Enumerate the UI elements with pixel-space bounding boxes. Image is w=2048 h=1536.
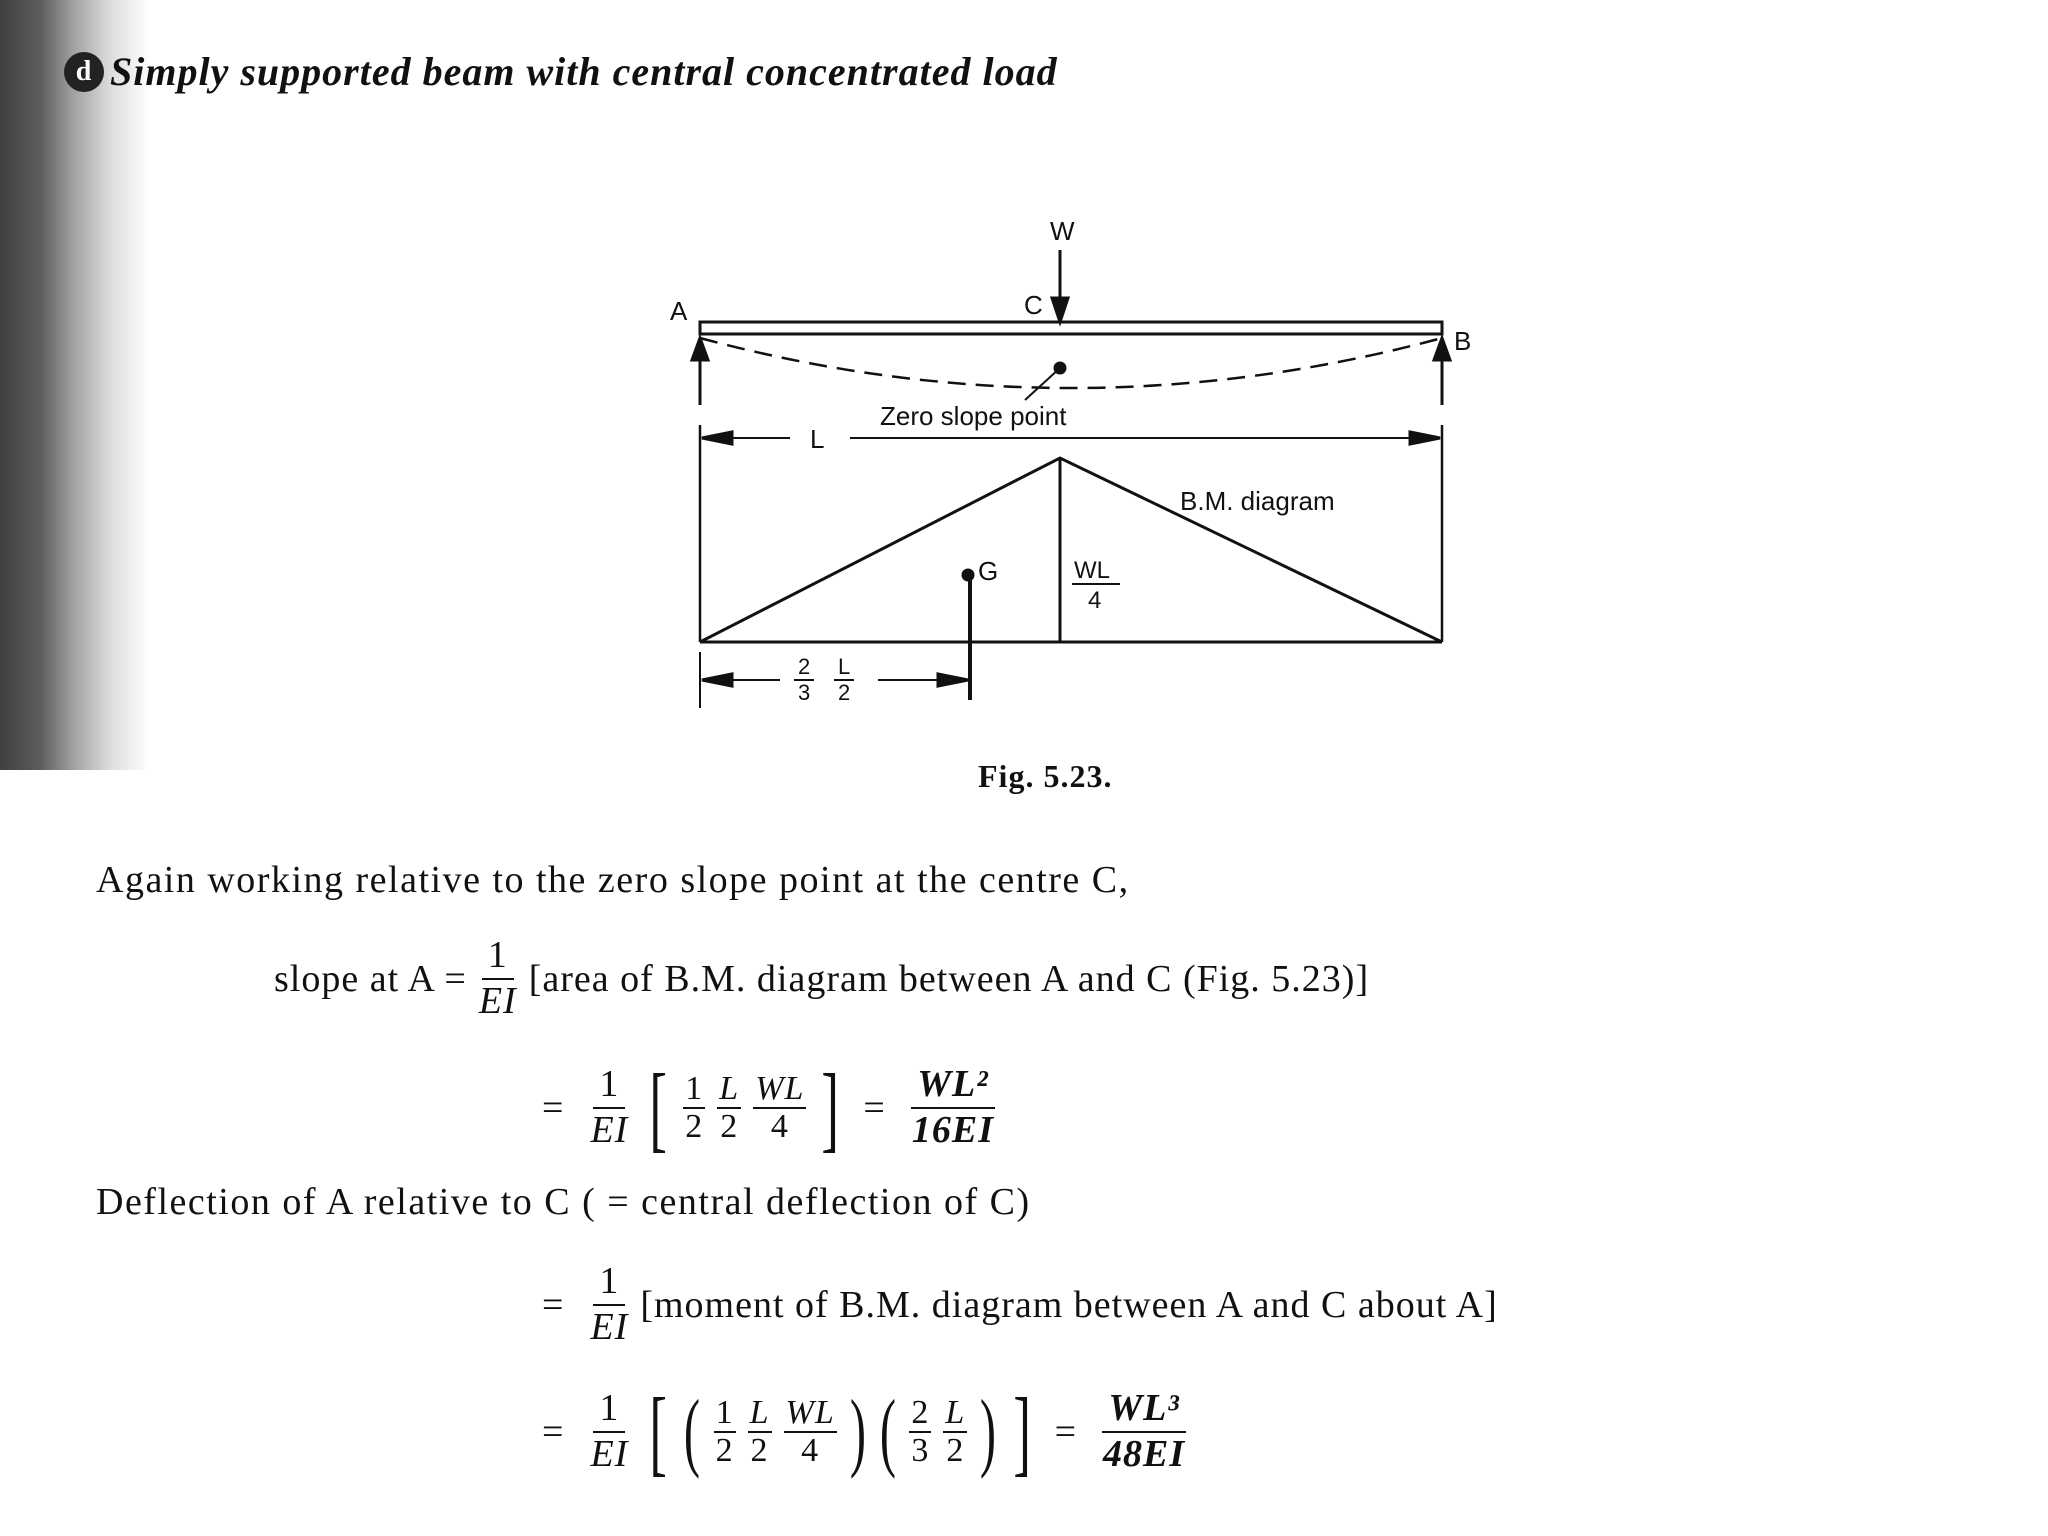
dist-num1: 2 (798, 654, 811, 679)
deflection-text: Deflection of A relative to C ( = central deflection of C) (96, 1181, 1031, 1223)
deflected-shape (700, 338, 1442, 388)
beam-diagram (640, 200, 1472, 720)
label-centroid-g: G (978, 556, 999, 586)
slope-result: $\frac{\text{WL²}}{16EI}$ (911, 1063, 994, 1151)
load-arrow-head (1052, 298, 1068, 322)
label-bm-diagram: B.M. diagram (1180, 486, 1335, 516)
slope-bracket-text: [area of B.M. diagram between A and C (Fig. 5.23)] (528, 957, 1370, 1000)
intro-text: Again working relative to the zero slope point at the centre C, (96, 859, 1130, 901)
deflection-result-equation: = $\frac{1}{EI}$ [ ( $\frac{1}{2}$ $\frac{L}{2}$ $\frac{WL}{4}$ ) ( $\frac{2}{3}$ $\frac{L}{2}$ ) ] = $\frac{\text{WL³}}{48EI}$ (528, 1384, 1197, 1480)
slope-result-equation: = $\frac{1}{EI}$ [ $\frac{1}{2}$ $\frac{L}{2}$ $\frac{WL}{4}$ ] = $\frac{\text{WL²}}{16EI}$ (528, 1060, 1006, 1156)
span-dim-arrow-left (702, 432, 732, 444)
section-heading (64, 48, 1058, 95)
slope-lhs: slope at A = (274, 957, 467, 1000)
zero-slope-leader (1025, 368, 1060, 400)
deflection-bracket-text: [moment of B.M. diagram between A and C about A] (640, 1283, 1498, 1326)
reaction-arrow-a-head (692, 338, 708, 360)
deflection-equation: = $\frac{1}{EI}$ [moment of B.M. diagram between A and C about A] (542, 1260, 1498, 1348)
figure-caption: Fig. 5.23. (978, 758, 1113, 794)
fraction-1-over-ei: $\frac{1}{EI}$ (478, 934, 517, 1022)
dist-dim-arrow-right (938, 674, 968, 686)
label-span-l: L (810, 424, 825, 454)
dist-num2: L (838, 654, 851, 679)
dist-dim-arrow-left (702, 674, 732, 686)
label-c: C (1024, 290, 1043, 320)
dist-den1: 3 (798, 680, 811, 705)
scan-shadow-edge (0, 0, 150, 770)
label-w: W (1050, 216, 1075, 246)
beam (700, 322, 1442, 334)
moment-den: 4 (1088, 587, 1102, 614)
label-zero-slope: Zero slope point (880, 401, 1067, 431)
label-b: B (1454, 326, 1472, 356)
section-number-badge: d (64, 52, 104, 92)
section-title: Simply supported beam with central concentrated load (110, 49, 1058, 94)
deflection-result: $\frac{\text{WL³}}{48EI}$ (1103, 1387, 1186, 1475)
dist-den2: 2 (838, 680, 851, 705)
span-dim-arrow-right (1410, 432, 1440, 444)
moment-num: WL (1074, 557, 1110, 584)
label-a: A (670, 296, 688, 326)
reaction-arrow-b-head (1434, 338, 1450, 360)
slope-equation (274, 936, 1369, 1022)
